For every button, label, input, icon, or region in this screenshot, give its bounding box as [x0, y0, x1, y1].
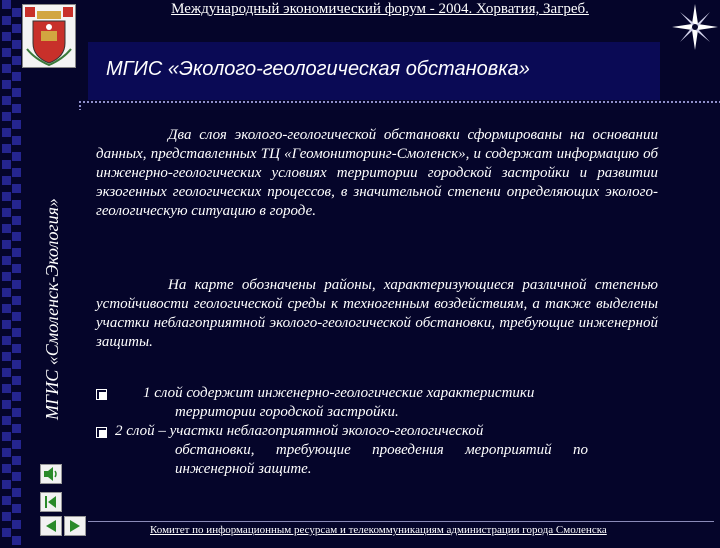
bullet-1-rest: территории городской застройки. — [175, 404, 399, 420]
footer-text: Комитет по информационным ресурсам и телекоммуникациям администрации города Смоленска — [150, 524, 607, 536]
page-title: МГИС «Эколого-геологическая обстановка» — [106, 58, 530, 80]
list-item — [96, 384, 658, 422]
compass-star-icon — [670, 2, 720, 52]
paragraph-1-text: Два слоя эколого-геологической обстановки сформированы на основании данных, представленных ТЦ «Геомониторинг-Смоленск», и содержат информацию об инженерно-геологических условиях территории городской застройки и развитии экзогенных геологических процессов, в значительной степени определяющих эколого-геологическую ситуацию в городе. — [96, 127, 658, 219]
divider-corner — [78, 100, 82, 110]
decorative-squares-left-2 — [12, 8, 21, 548]
forum-header: Международный экономический форум - 2004. Хорватия, Загреб. — [171, 1, 589, 17]
bullet-2-rest: обстановки, требующие проведения мероприятий по инженерной защите. — [175, 442, 588, 477]
bullet-checkbox-icon — [96, 427, 107, 438]
paragraph-1 — [96, 126, 658, 221]
bullet-checkbox-icon — [96, 389, 107, 400]
paragraph-2-text: На карте обозначены районы, характеризующиеся различной степенью устойчивости геологической среды к техногенным воздействиям, а также выделены участки неблагоприятной эколого-геологической обстановки, требующие инженерной защиты. — [96, 277, 658, 350]
paragraph-2 — [96, 276, 658, 352]
nav-first-icon — [44, 495, 58, 509]
nav-prev-icon — [44, 519, 58, 533]
sound-icon — [43, 467, 59, 481]
smolensk-coat-of-arms-icon — [22, 4, 76, 68]
bullet-2-lead: 2 слой – участки неблагоприятной эколого-геологической — [115, 423, 484, 439]
bullet-list — [96, 384, 658, 479]
sound-button[interactable] — [40, 464, 62, 484]
nav-prev-button[interactable] — [40, 516, 62, 536]
footer-divider — [88, 521, 714, 522]
nav-next-icon — [68, 519, 82, 533]
side-label: МГИС «Смоленск-Экология» — [42, 198, 62, 420]
nav-first-button[interactable] — [40, 492, 62, 512]
divider — [82, 100, 720, 104]
list-item — [96, 422, 658, 479]
decorative-squares-left — [2, 0, 11, 540]
bullet-1-lead: 1 слой содержит инженерно-геологические характеристики — [143, 385, 535, 401]
nav-next-button[interactable] — [64, 516, 86, 536]
